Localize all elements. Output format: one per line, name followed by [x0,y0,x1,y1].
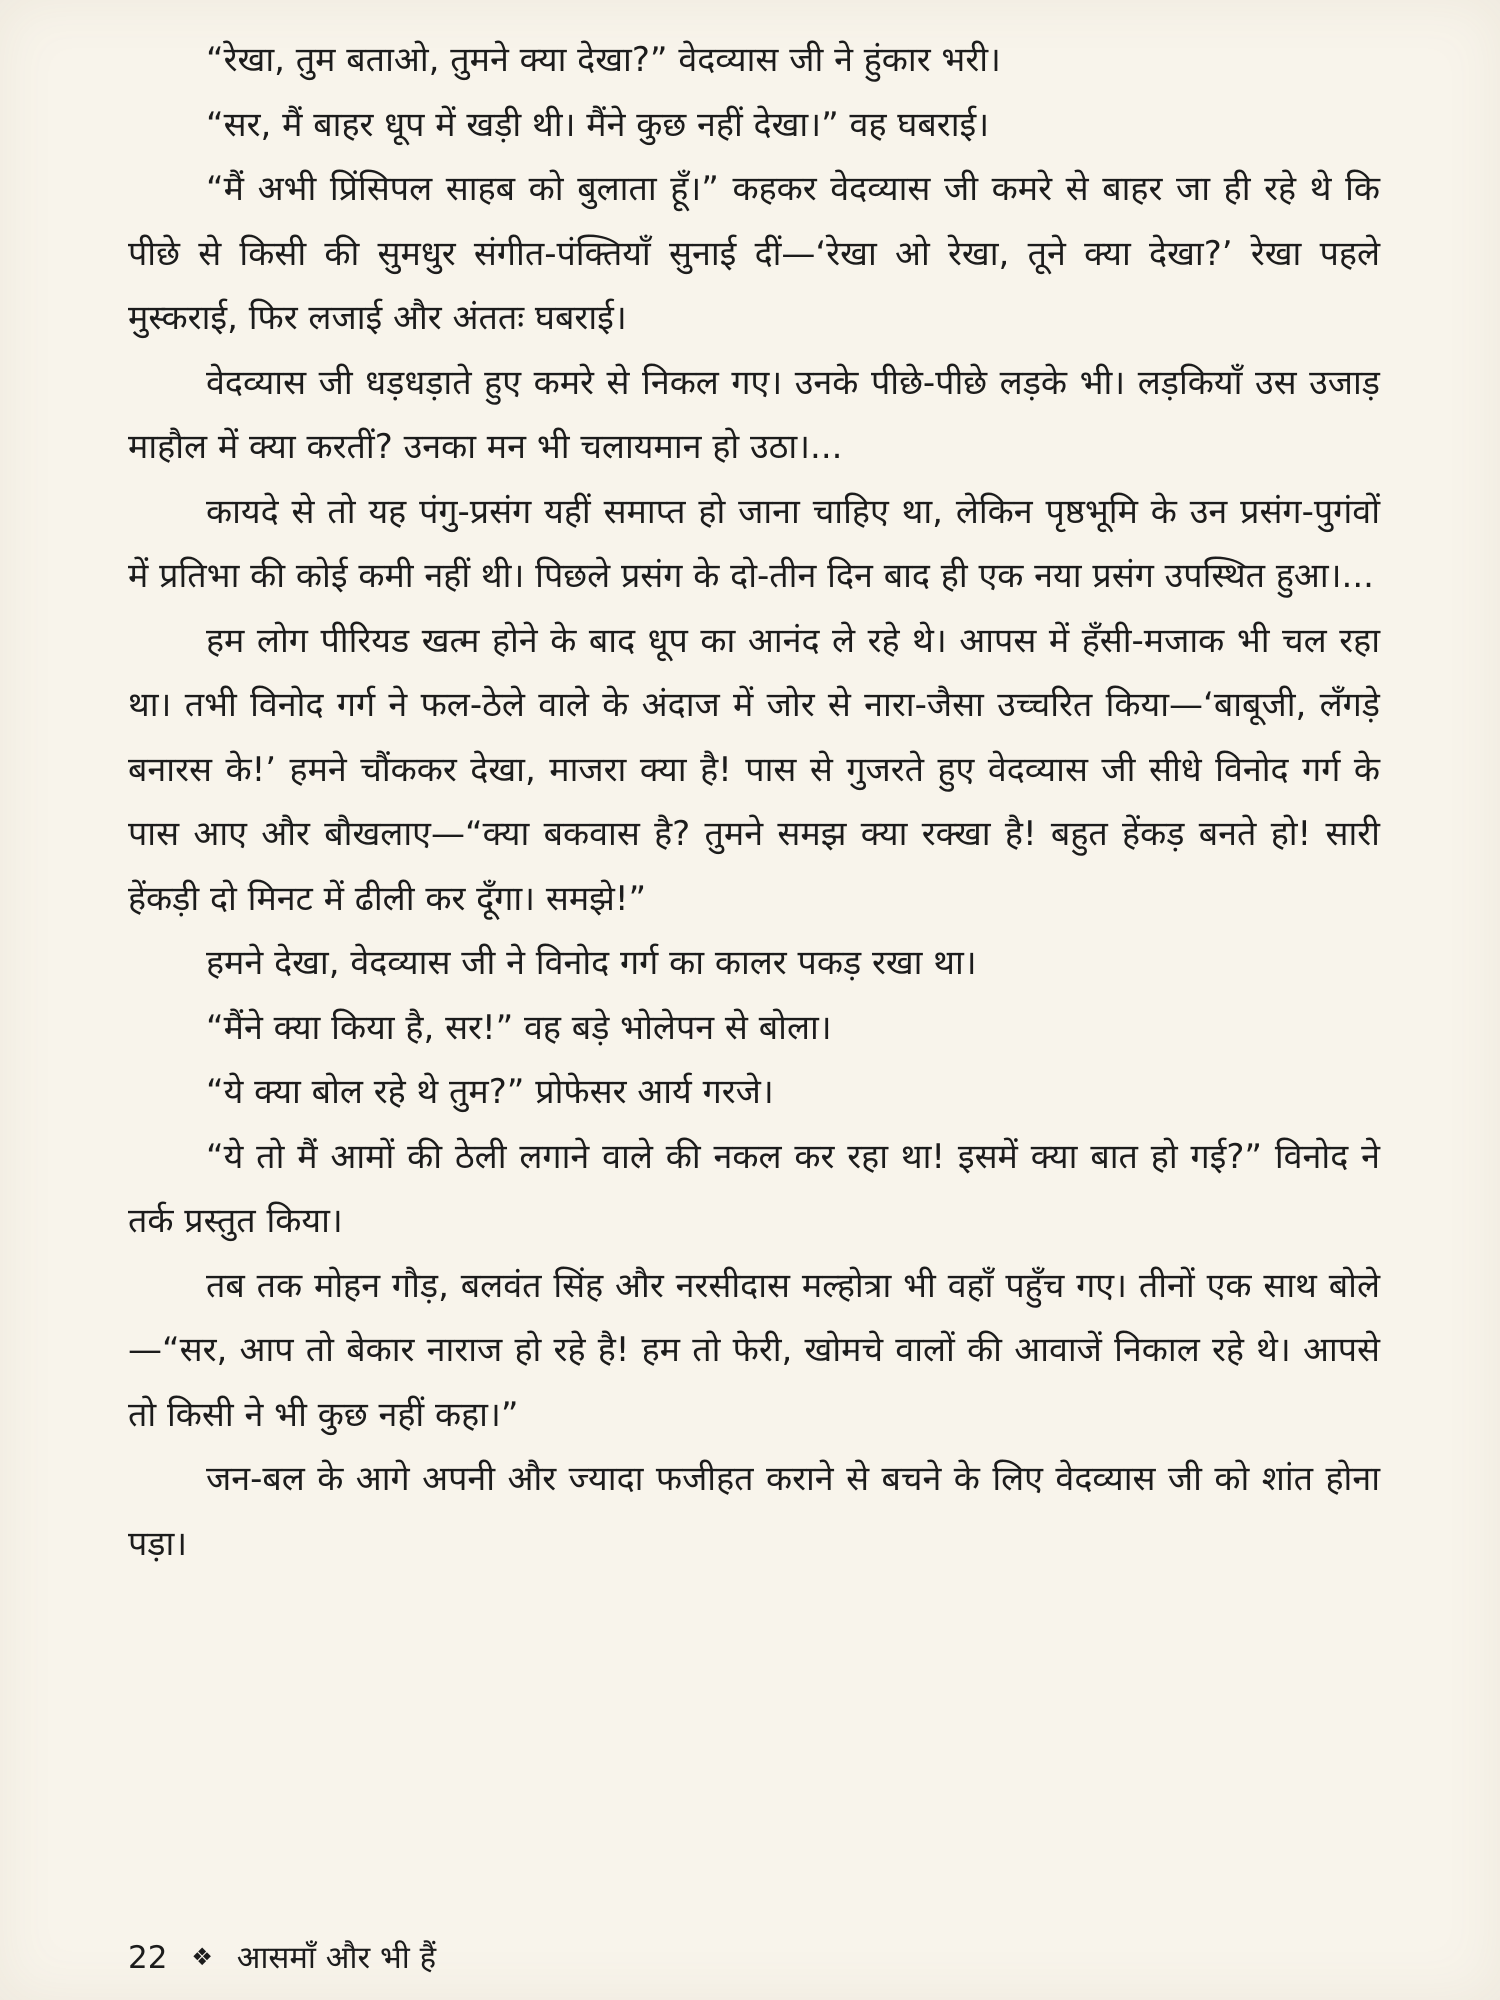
page-number: 22 [128,1939,168,1976]
paragraph-9: “ये क्या बोल रहे थे तुम?” प्रोफेसर आर्य गरजे। [206,1072,774,1112]
paragraph-1: “रेखा, तुम बताओ, तुमने क्या देखा?” वेदव्यास जी ने हुंकार भरी। [206,40,1001,80]
paragraph-3: “मैं अभी प्रिंसिपल साहब को बुलाता हूँ।” कहकर वेदव्यास जी कमरे से बाहर जा ही रहे थे कि पीछे से किसी की सुमधुर संगीत-पंक्तियाँ सुनाई दीं—‘रेखा ओ रेखा, तूने क्या देखा?’ रेखा पहले मुस्कराई, फिर लजाई और अंततः घबराई। [128,169,1380,338]
page-footer [128,1936,436,1978]
paragraph-2: “सर, मैं बाहर धूप में खड़ी थी। मैंने कुछ नहीं देखा।” वह घबराई। [206,104,990,145]
paragraph-5: कायदे से तो यह पंगु-प्रसंग यहीं समाप्त हो जाना चाहिए था, लेकिन पृष्ठभूमि के उन प्रसंग-पुगंवों में प्रतिभा की कोई कमी नहीं थी। पिछले प्रसंग के दो-तीन दिन बाद ही एक नया प्रसंग उपस्थित हुआ।... [128,491,1380,596]
ornament-icon: ❖ [191,1942,213,1971]
page-text-block [128,28,1380,1576]
paragraph-8: “मैंने क्या किया है, सर!” वह बड़े भोलेपन से बोला। [206,1007,832,1048]
paragraph-6: हम लोग पीरियड खत्म होने के बाद धूप का आनंद ले रहे थे। आपस में हँसी-मजाक भी चल रहा था। तभी विनोद गर्ग ने फल-ठेले वाले के अंदाज में जोर से नारा-जैसा उच्चरित किया—‘बाबूजी, लँगड़े बनारस के!’ हमने चौंककर देखा, माजरा क्या है! पास से गुजरते हुए वेदव्यास जी सीधे विनोद गर्ग के पास आए और बौखलाए—“क्या बकवास है? तुमने समझ क्या रक्खा है! बहुत हेंकड़ बनते हो! सारी हेंकड़ी दो मिनट में ढीली कर दूँगा। समझे!” [128,620,1380,919]
paragraph-12: जन-बल के आगे अपनी और ज्यादा फजीहत कराने से बचने के लिए वेदव्यास जी को शांत होना पड़ा। [128,1459,1380,1564]
book-title: आसमाँ और भी हैं [236,1939,437,1976]
paragraph-10: “ये तो मैं आमों की ठेली लगाने वाले की नकल कर रहा था! इसमें क्या बात हो गई?” विनोद ने तर्क प्रस्तुत किया। [128,1136,1380,1241]
paragraph-4: वेदव्यास जी धड़धड़ाते हुए कमरे से निकल गए। उनके पीछे-पीछे लड़के भी। लड़कियाँ उस उजाड़ माहौल में क्या करतीं? उनका मन भी चलायमान हो उठा।... [128,362,1380,467]
paragraph-11: तब तक मोहन गौड़, बलवंत सिंह और नरसीदास मल्होत्रा भी वहाँ पहुँच गए। तीनों एक साथ बोले—“सर, आप तो बेकार नाराज हो रहे है! हम तो फेरी, खोमचे वालों की आवाजें निकाल रहे थे। आपसे तो किसी ने भी कुछ नहीं कहा।” [128,1265,1380,1435]
paragraph-7: हमने देखा, वेदव्यास जी ने विनोद गर्ग का कालर पकड़ रखा था। [206,943,977,983]
